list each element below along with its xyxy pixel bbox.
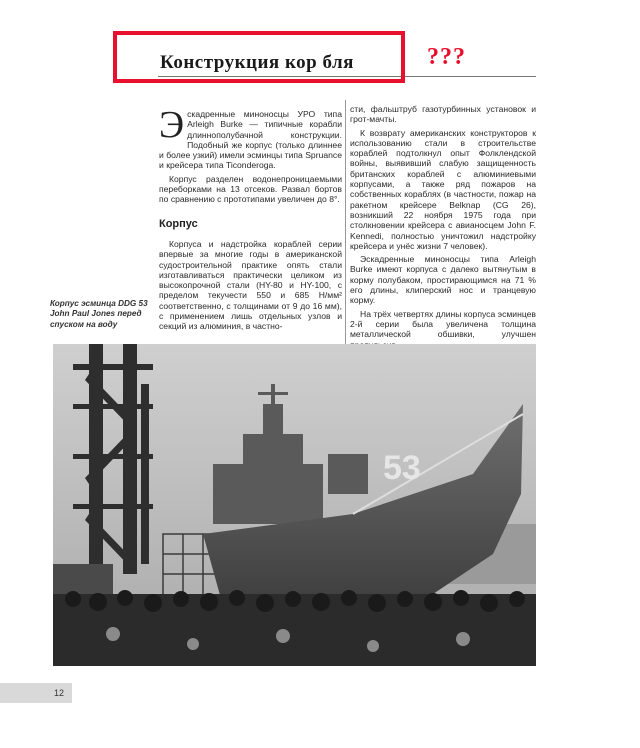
falklands-paragraph: К возврату американских конструкторов к использованию стали в строительстве кораблей подтолкнул опыт Фолклендской войны, выявивший слабую защищенность британских кораблей с алюминиевыми корпусами, а также ряд пожаров на собственных кораблях (в частности, пожар на ракетном крейсере Belknap (CG 26), возникший 22 ноября 1975 года при столкновении крейсера с авианосцем John F. Kennedi, полностью уничтожил надстройку крейсера и унёс жизни 7 человек). (350, 127, 536, 251)
hull-number: 53 (383, 449, 421, 487)
page-title: Конструкция кор бля (160, 52, 354, 73)
section-heading: Корпус (159, 217, 198, 230)
question-marks-annotation: ??? (427, 44, 466, 70)
drop-cap: Э (159, 104, 185, 146)
intro-paragraph-text: скадренные миноносцы УРО типа Arleigh Burke — типичные корабли длиннополубачной конструкции. Подобный же корпус (только длиннее и более узкий) имели эсминцы типа Spruance и крейсера типа Ticonderoga. (159, 109, 342, 171)
continuation-paragraph: сти, фальштруб газотурбинных установок и грот-мачты. (350, 104, 536, 125)
highlight-box (113, 31, 405, 83)
bulkheads-paragraph: Корпус разделен водонепроницаемыми переборками на 13 отсеков. Развал бортов по сравнению с прототипами увеличен до 8°. (159, 173, 342, 205)
ship-launch-photo (53, 344, 536, 666)
hull-paragraph: Корпуса и надстройка кораблей серии впервые за многие годы в американской судостроительной практике опять стали изготавливаться практически целиком из высокопрочной стали (HY-80 и HY-100, с пределом текучести 550 и 685 Н/мм² соответственно, с толщинами от 9 до 16 мм), с применением лишь отдельных узлов и секций из алюминия, в частно- (159, 238, 342, 332)
text-column-right (350, 104, 536, 353)
page-number: 12 (54, 688, 65, 698)
text-column-left (159, 104, 342, 335)
forecastle-paragraph: Эскадренные миноносцы типа Arleigh Burke имеют корпуса с далеко вытянутым в корму полубаком, простирающимся на 71 % его длины, клиперский нос и транцевую корму. (350, 254, 536, 306)
photo-caption: Корпус эсминца DDG 53 John Paul Jones перед спуском на воду (50, 299, 148, 329)
plating-paragraph: На трёх четвертях длины корпуса эсминцев 2-й серии была увеличена толщина металлической обшивки, улучшен (350, 308, 536, 340)
column-divider (345, 100, 346, 344)
intro-paragraph (159, 104, 342, 171)
